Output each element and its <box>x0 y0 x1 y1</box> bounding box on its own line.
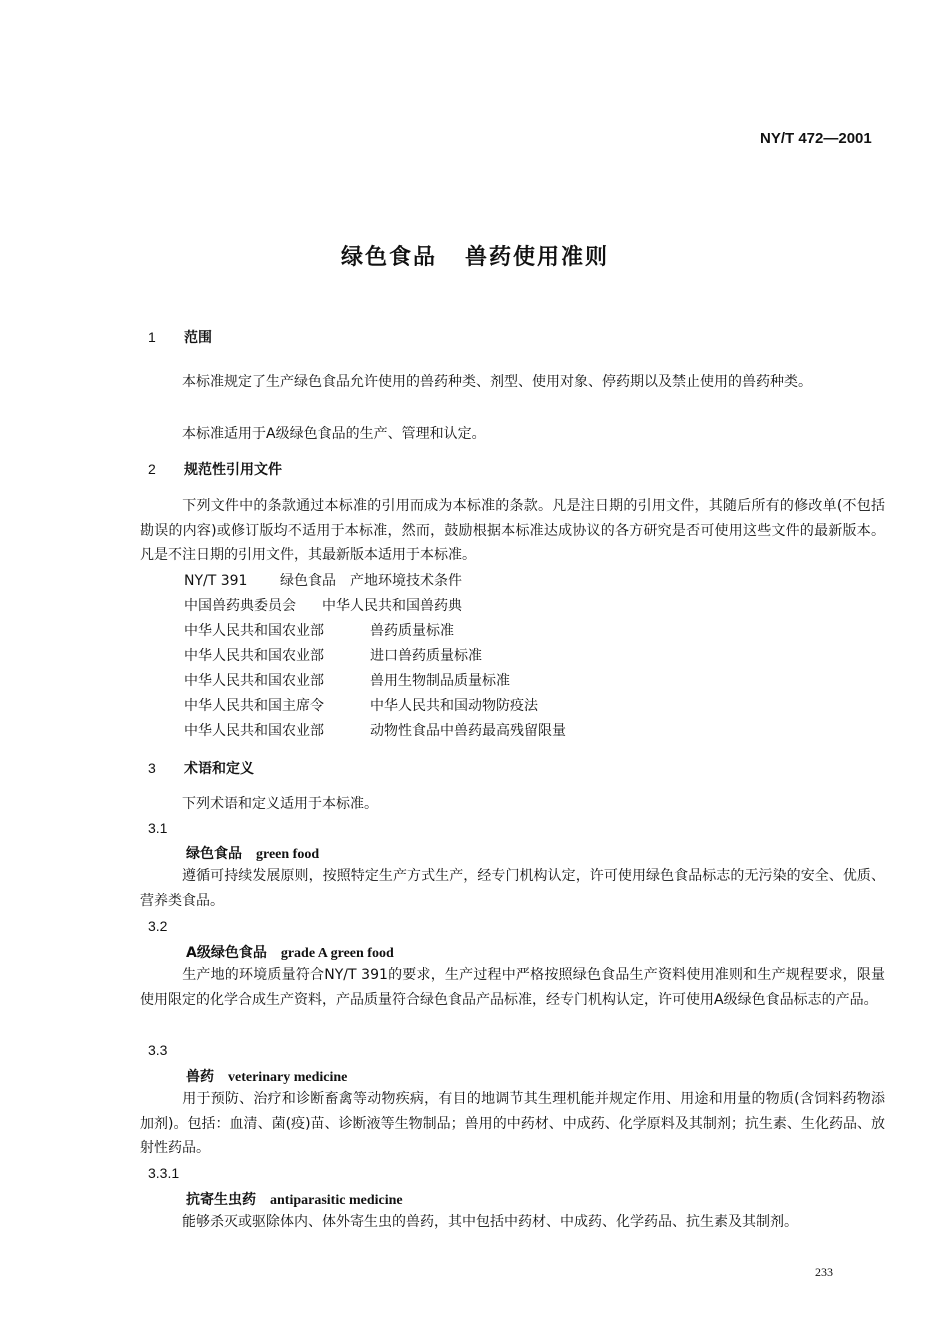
reference-item <box>184 620 454 640</box>
section-title: 术语和定义 <box>184 761 254 777</box>
term-title <box>186 1189 403 1209</box>
term-en: antiparasitic medicine <box>270 1193 403 1208</box>
term-number: 3.3.1 <box>148 1165 180 1181</box>
section-title: 范围 <box>184 330 212 346</box>
reference-org: 中华人民共和国农业部 <box>184 673 324 689</box>
paragraph-text: 本标准适用于A级绿色食品的生产、管理和认定。 <box>182 426 486 442</box>
term-number: 3.2 <box>148 918 168 934</box>
reference-doc: 中华人民共和国动物防疫法 <box>370 698 538 714</box>
section-number: 3 <box>148 760 156 776</box>
term-title <box>186 942 394 962</box>
reference-item <box>184 695 538 715</box>
term-definition <box>140 1087 885 1161</box>
section-number: 2 <box>148 461 156 477</box>
reference-doc: 兽用生物制品质量标准 <box>370 673 510 689</box>
term-title <box>186 843 319 863</box>
paragraph-text: 下列文件中的条款通过本标准的引用而成为本标准的条款。凡是注日期的引用文件，其随后所有的修改单(不包括勘误的内容)或修订版均不适用于本标准，然而，鼓励根据本标准达成协议的各方研究是否可使用这些文件的最新版本。凡是不注日期的引用文件，其最新版本适用于本标准。 <box>140 498 885 563</box>
reference-org: NY/T 391 <box>184 573 248 589</box>
reference-doc: 绿色食品 产地环境技术条件 <box>280 573 462 589</box>
term-definition <box>140 1210 885 1235</box>
paragraph-text: 下列术语和定义适用于本标准。 <box>182 796 378 812</box>
paragraph-text: 遵循可持续发展原则，按照特定生产方式生产，经专门机构认定，许可使用绿色食品标志的无污染的安全、优质、营养类食品。 <box>140 868 885 909</box>
section-number: 1 <box>148 329 156 345</box>
term-definition <box>140 963 885 1012</box>
paragraph-text: 本标准规定了生产绿色食品允许使用的兽药种类、剂型、使用对象、停药期以及禁止使用的兽药种类。 <box>182 374 812 390</box>
reference-item <box>184 720 566 740</box>
reference-item <box>184 570 462 590</box>
term-number: 3.3 <box>148 1042 168 1058</box>
term-definition <box>140 864 885 913</box>
reference-org: 中华人民共和国农业部 <box>184 648 324 664</box>
term-cn: 绿色食品 <box>186 846 242 862</box>
section-3-intro <box>140 792 885 817</box>
term-number: 3.1 <box>148 820 168 836</box>
reference-doc: 动物性食品中兽药最高残留限量 <box>370 723 566 739</box>
term-en: veterinary medicine <box>228 1070 348 1085</box>
section-title: 规范性引用文件 <box>184 462 282 478</box>
reference-org: 中华人民共和国主席令 <box>184 698 324 714</box>
paragraph-text: 能够杀灭或驱除体内、体外寄生虫的兽药，其中包括中药材、中成药、化学药品、抗生素及其制剂。 <box>182 1214 798 1230</box>
term-cn: A级绿色食品 <box>186 945 267 961</box>
term-en: grade A green food <box>280 946 394 961</box>
term-cn: 抗寄生虫药 <box>186 1192 256 1208</box>
reference-item <box>184 670 510 690</box>
section-2-heading <box>148 459 282 479</box>
reference-doc: 中华人民共和国兽药典 <box>322 598 462 614</box>
section-3-heading <box>148 758 254 778</box>
reference-item <box>184 595 462 615</box>
standard-code: NY/T 472—2001 <box>760 130 872 147</box>
reference-org: 中国兽药典委员会 <box>184 598 296 614</box>
document-title <box>0 240 950 271</box>
section-1-paragraph-2 <box>140 422 885 447</box>
reference-item <box>184 645 482 665</box>
reference-doc: 进口兽药质量标准 <box>370 648 482 664</box>
page-number: 233 <box>815 1265 833 1279</box>
section-2-paragraph-1 <box>140 494 885 568</box>
title-part-1: 绿色食品 <box>340 245 437 270</box>
reference-org: 中华人民共和国农业部 <box>184 623 324 639</box>
section-1-heading <box>148 327 212 347</box>
term-cn: 兽药 <box>186 1069 214 1085</box>
reference-org: 中华人民共和国农业部 <box>184 723 324 739</box>
section-1-paragraph-1 <box>140 370 885 395</box>
paragraph-text: 生产地的环境质量符合NY/T 391的要求，生产过程中严格按照绿色食品生产资料使用准则和生产规程要求，限量使用限定的化学合成生产资料，产品质量符合绿色食品产品标准，经专门机构认定，许可使用A级绿色食品标志的产品。 <box>140 967 885 1008</box>
paragraph-text: 用于预防、治疗和诊断畜禽等动物疾病，有目的地调节其生理机能并规定作用、用途和用量的物质(含饲料药物添加剂)。包括：血清、菌(疫)苗、诊断液等生物制品；兽用的中药材、中成药、化学原料及其制剂；抗生素、生化药品、放射性药品。 <box>140 1091 885 1156</box>
term-title <box>186 1066 347 1086</box>
title-part-2: 兽药使用准则 <box>465 245 610 270</box>
reference-doc: 兽药质量标准 <box>370 623 454 639</box>
term-en: green food <box>256 847 320 862</box>
